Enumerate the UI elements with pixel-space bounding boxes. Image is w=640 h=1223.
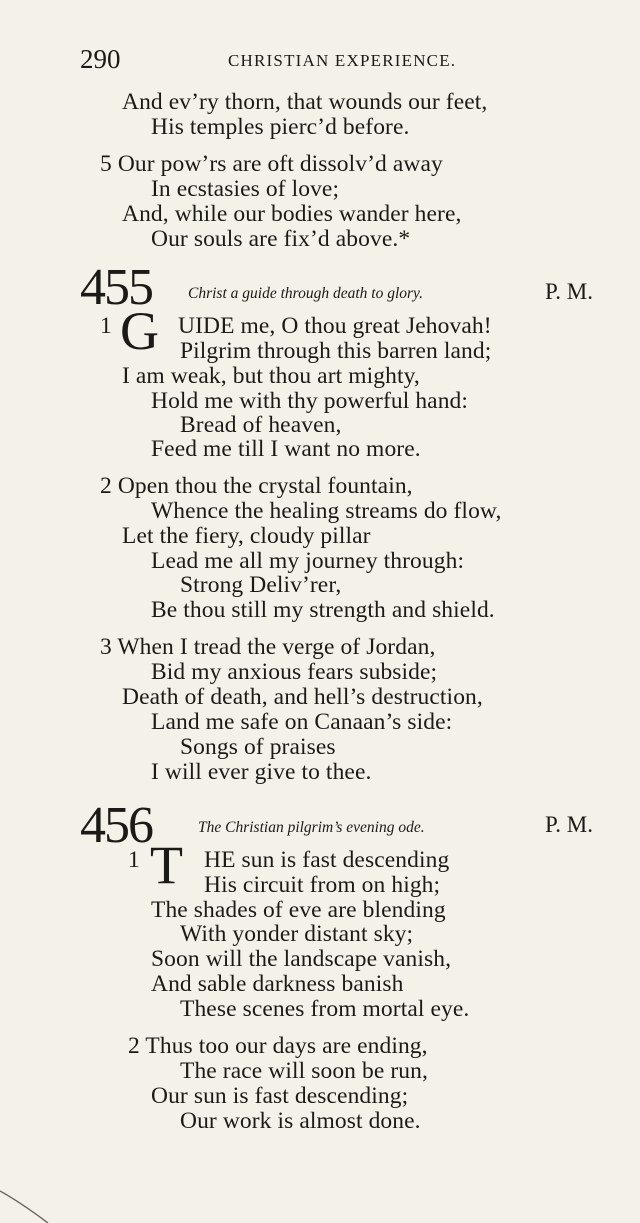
running-title: CHRISTIAN EXPERIENCE.: [228, 51, 457, 70]
verse-line: The shades of eve are blending: [151, 897, 446, 923]
verse-line: In ecstasies of love;: [151, 176, 340, 202]
verse-line: Hold me with thy powerful hand:: [151, 388, 469, 414]
verse-line: And, while our bodies wander here,: [122, 201, 462, 227]
verse-line: Our sun is fast descending;: [151, 1083, 409, 1109]
drop-cap: T: [150, 835, 183, 895]
verse-line: Land me safe on Canaan’s side:: [151, 709, 453, 735]
hymn-title: Christ a guide through death to glory.: [188, 285, 423, 302]
verse-line: I will ever give to thee.: [151, 759, 372, 785]
drop-cap: G: [120, 301, 159, 361]
verse-line: His temples pierc’d before.: [151, 114, 410, 140]
verse-line: 2 Open thou the crystal fountain,: [100, 473, 413, 499]
verse-line: Strong Deliv’rer,: [180, 572, 342, 598]
verse-line: Be thou still my strength and shield.: [151, 597, 495, 623]
verse-line: Whence the healing streams do flow,: [151, 498, 502, 524]
verse-line: Soon will the landscape vanish,: [151, 946, 452, 972]
verse-line: And sable darkness banish: [151, 971, 404, 997]
page-number: 290: [80, 44, 121, 74]
hymn-number: 456: [80, 797, 152, 854]
verse-line: 3 When I tread the verge of Jordan,: [100, 634, 436, 660]
verse-line: Bid my anxious fears subside;: [151, 659, 438, 685]
hymn-title: The Christian pilgrim’s evening ode.: [198, 819, 425, 836]
verse-line: These scenes from mortal eye.: [180, 996, 470, 1022]
scan-corner-mark: [0, 1183, 60, 1223]
verse-line: Our work is almost done.: [180, 1108, 421, 1134]
verse-line: UIDE me, O thou great Jehovah!: [178, 313, 492, 339]
verse-line: Feed me till I want no more.: [151, 436, 421, 462]
verse-line: Let the fiery, cloudy pillar: [122, 523, 371, 549]
verse-line: The race will soon be run,: [180, 1058, 428, 1084]
verse-line: His circuit from on high;: [204, 872, 441, 898]
verse-number: 1: [128, 847, 140, 873]
verse-line: Our souls are fix’d above.*: [151, 226, 411, 252]
verse-line: Songs of praises: [180, 734, 336, 760]
verse-line: Lead me all my journey through:: [151, 548, 465, 574]
verse-line: 2 Thus too our days are ending,: [128, 1033, 428, 1059]
verse-line: Pilgrim through this barren land;: [180, 338, 492, 364]
verse-line: 5 Our pow’rs are oft dissolv’d away: [100, 151, 443, 177]
verse-line: With yonder distant sky;: [180, 921, 414, 947]
hymn-number: 455: [80, 259, 152, 316]
hymn-meter: P. M.: [545, 279, 593, 304]
verse-line: Bread of heaven,: [180, 412, 342, 438]
verse-line: And ev’ry thorn, that wounds our feet,: [122, 89, 488, 115]
verse-line: HE sun is fast descending: [204, 847, 450, 873]
verse-line: I am weak, but thou art mighty,: [122, 363, 420, 389]
hymn-meter: P. M.: [545, 812, 593, 837]
verse-number: 1: [100, 313, 112, 339]
verse-line: Death of death, and hell’s destruction,: [122, 684, 483, 710]
